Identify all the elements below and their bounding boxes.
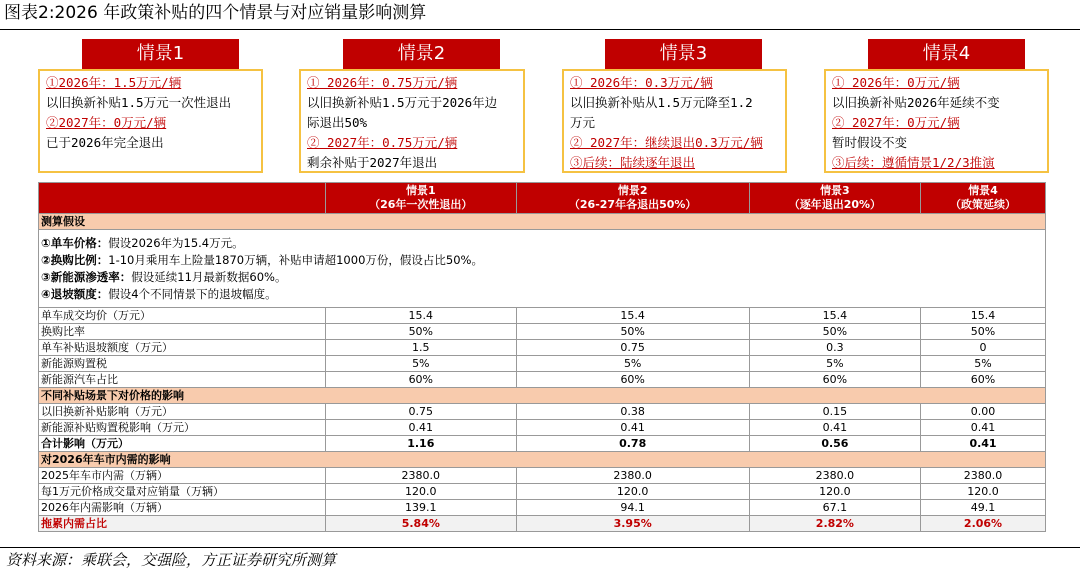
value-cell: 5% (749, 356, 920, 372)
scenario-2-line2b: 际退出50% (307, 115, 368, 130)
value-cell: 2.06% (921, 516, 1046, 532)
scenario-4-line1: ① 2026年：0万元/辆 (832, 75, 960, 90)
value-cell: 5.84% (326, 516, 517, 532)
value-cell: 0.56 (749, 436, 920, 452)
row-label: 新能源补贴购置税影响（万元） (39, 420, 326, 436)
scenario-2-box (299, 69, 525, 173)
header-scenario-3: 情景3 （逐年退出20%） (749, 183, 920, 214)
scenario-1-line1: ①2026年：1.5万元/辆 (46, 75, 182, 90)
scenario-2-line4: 剩余补贴于2027年退出 (307, 155, 438, 170)
table-row (39, 420, 1046, 436)
value-cell: 0.41 (326, 420, 517, 436)
value-cell: 50% (326, 324, 517, 340)
value-cell: 0.15 (749, 404, 920, 420)
value-cell: 60% (921, 372, 1046, 388)
table-row (39, 436, 1046, 452)
source-note: 资料来源：乘联会，交强险，方正证券研究所测算 (6, 551, 337, 569)
scenario-1-box (38, 69, 263, 173)
header-blank-cell (39, 183, 326, 214)
header-scenario-4: 情景4 （政策延续） (921, 183, 1046, 214)
row-label: 单车补贴退坡额度（万元） (39, 340, 326, 356)
value-cell: 0.75 (516, 340, 749, 356)
scenario-2-line1: ① 2026年：0.75万元/辆 (307, 75, 458, 90)
value-cell: 0.3 (749, 340, 920, 356)
value-cell: 0 (921, 340, 1046, 356)
value-cell: 139.1 (326, 500, 517, 516)
value-cell: 49.1 (921, 500, 1046, 516)
assumption-1: ①单车价格：假设2026年为15.4万元。 (41, 236, 244, 250)
value-cell: 15.4 (326, 308, 517, 324)
value-cell: 0.75 (326, 404, 517, 420)
row-label: 合计影响（万元） (39, 436, 326, 452)
row-label: 2026年内需影响（万辆） (39, 500, 326, 516)
table-row (39, 516, 1046, 532)
scenario-3-box (562, 69, 787, 173)
row-label: 拖累内需占比 (39, 516, 326, 532)
scenario-1-line3: ②2027年：0万元/辆 (46, 115, 167, 130)
scenario-3-line3: ② 2027年：继续退出0.3万元/辆 (570, 135, 763, 150)
value-cell: 15.4 (516, 308, 749, 324)
row-label: 新能源汽车占比 (39, 372, 326, 388)
assumptions-row (39, 230, 1046, 308)
scenario-4-header: 情景4 (868, 39, 1025, 69)
value-cell: 50% (516, 324, 749, 340)
value-cell: 50% (921, 324, 1046, 340)
scenario-3-header: 情景3 (605, 39, 762, 69)
table-row (39, 324, 1046, 340)
row-label: 单车成交均价（万元） (39, 308, 326, 324)
scenario-3-line4: ③后续：陆续逐年退出 (570, 155, 696, 170)
header-scenario-2: 情景2 （26-27年各退出50%） (516, 183, 749, 214)
scenario-1-line2: 以旧换新补贴1.5万元一次性退出 (46, 95, 232, 110)
value-cell: 5% (516, 356, 749, 372)
table-header-row (39, 183, 1046, 214)
value-cell: 0.38 (516, 404, 749, 420)
row-label: 换购比率 (39, 324, 326, 340)
scenario-3-line2b: 万元 (570, 115, 596, 130)
scenario-2-line3: ② 2027年：0.75万元/辆 (307, 135, 458, 150)
top-rule (0, 29, 1080, 30)
row-label: 每1万元价格成交量对应销量（万辆） (39, 484, 326, 500)
value-cell: 60% (749, 372, 920, 388)
table-row (39, 404, 1046, 420)
section-row-demand (39, 452, 1046, 468)
section-label: 不同补贴场景下对价格的影响 (39, 388, 1046, 404)
value-cell: 67.1 (749, 500, 920, 516)
value-cell: 1.5 (326, 340, 517, 356)
scenario-4-box (824, 69, 1049, 173)
scenario-3-line1: ① 2026年：0.3万元/辆 (570, 75, 713, 90)
scenario-3-line2: 以旧换新补贴从1.5万元降至1.2 (570, 95, 753, 110)
scenario-4-line2: 以旧换新补贴2026年延续不变 (832, 95, 1000, 110)
assumption-4: ④退坡额度：假设4个不同情景下的退坡幅度。 (41, 287, 277, 301)
value-cell: 120.0 (326, 484, 517, 500)
value-cell: 15.4 (749, 308, 920, 324)
scenario-4-line3: ② 2027年：0万元/辆 (832, 115, 960, 130)
assumption-3: ③新能源渗透率：假设延续11月最新数据60%。 (41, 270, 287, 284)
scenario-4-line4: ③后续：遵循情景1/2/3推演 (832, 155, 995, 170)
value-cell: 0.78 (516, 436, 749, 452)
value-cell: 2.82% (749, 516, 920, 532)
value-cell: 1.16 (326, 436, 517, 452)
value-cell: 60% (516, 372, 749, 388)
value-cell: 5% (921, 356, 1046, 372)
table-row (39, 308, 1046, 324)
value-cell: 0.41 (516, 420, 749, 436)
assumption-2: ②换购比例：1-10月乘用车上险量1870万辆，补贴申请超1000万份，假设占比50%。 (41, 253, 483, 267)
value-cell: 94.1 (516, 500, 749, 516)
value-cell: 3.95% (516, 516, 749, 532)
value-cell: 0.41 (749, 420, 920, 436)
scenario-1-line4: 已于2026年完全退出 (46, 135, 164, 150)
figure-title: 图表2:2026 年政策补贴的四个情景与对应销量影响测算 (4, 3, 427, 23)
section-row-price (39, 388, 1046, 404)
row-label: 2025年车市内需（万辆） (39, 468, 326, 484)
value-cell: 15.4 (921, 308, 1046, 324)
row-label: 以旧换新补贴影响（万元） (39, 404, 326, 420)
value-cell: 2380.0 (516, 468, 749, 484)
section-label: 测算假设 (39, 214, 1046, 230)
scenario-2-header: 情景2 (343, 39, 500, 69)
assumptions-cell (39, 230, 1046, 308)
value-cell: 2380.0 (749, 468, 920, 484)
value-cell: 120.0 (749, 484, 920, 500)
section-row-assumptions (39, 214, 1046, 230)
value-cell: 2380.0 (326, 468, 517, 484)
value-cell: 50% (749, 324, 920, 340)
value-cell: 0.00 (921, 404, 1046, 420)
table-row (39, 468, 1046, 484)
header-scenario-1: 情景1 （26年一次性退出） (326, 183, 517, 214)
estimate-table (38, 182, 1046, 532)
scenario-1-header: 情景1 (82, 39, 239, 69)
scenario-4-line3b: 暂时假设不变 (832, 135, 908, 150)
bottom-rule (0, 547, 1080, 548)
table-row (39, 500, 1046, 516)
table-row (39, 340, 1046, 356)
value-cell: 120.0 (516, 484, 749, 500)
value-cell: 0.41 (921, 436, 1046, 452)
value-cell: 0.41 (921, 420, 1046, 436)
scenario-2-line2: 以旧换新补贴1.5万元于2026年边 (307, 95, 498, 110)
table-row (39, 484, 1046, 500)
table-row (39, 372, 1046, 388)
section-label: 对2026年车市内需的影响 (39, 452, 1046, 468)
value-cell: 120.0 (921, 484, 1046, 500)
value-cell: 60% (326, 372, 517, 388)
row-label: 新能源购置税 (39, 356, 326, 372)
table-row (39, 356, 1046, 372)
value-cell: 2380.0 (921, 468, 1046, 484)
value-cell: 5% (326, 356, 517, 372)
